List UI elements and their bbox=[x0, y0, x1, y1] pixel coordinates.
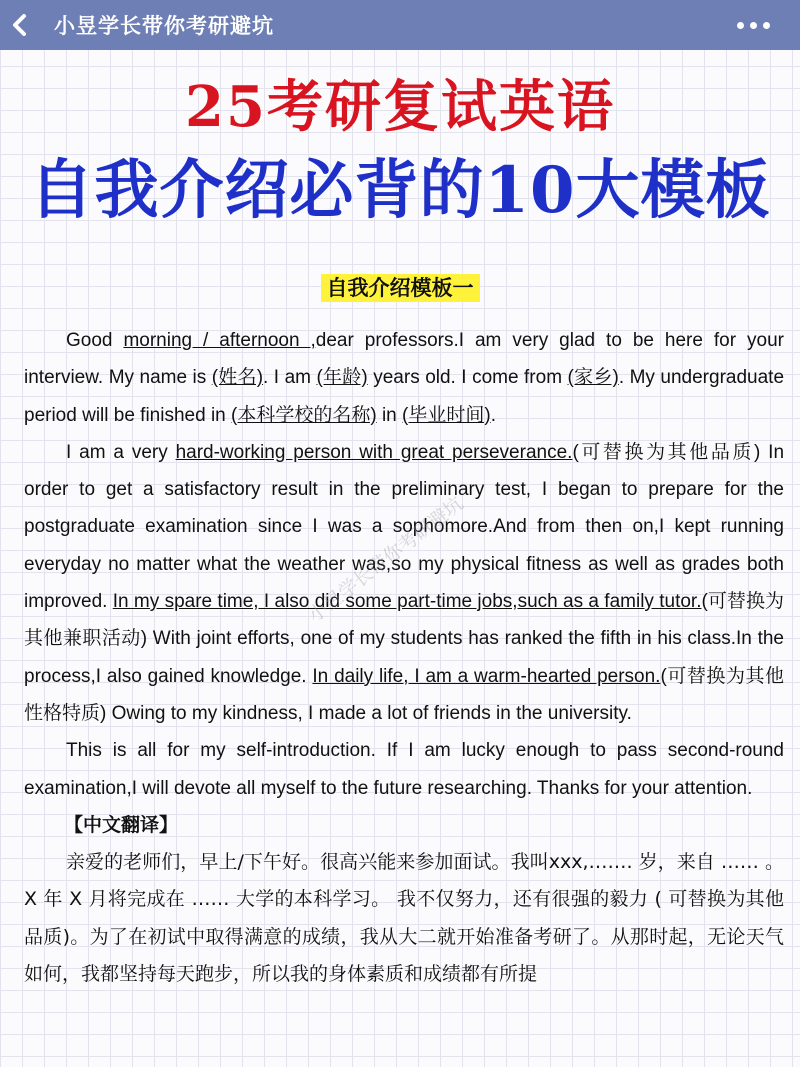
article-body bbox=[24, 322, 784, 993]
watermark: 小昱学长带你考研避坑 bbox=[304, 492, 468, 627]
text-run: Good bbox=[66, 330, 124, 351]
text-run: . I am bbox=[263, 367, 317, 389]
text-run: I am a very bbox=[66, 441, 176, 463]
template-heading-text: 自我介绍模板一 bbox=[321, 274, 480, 302]
text-run: . My undergraduate period will be finished in bbox=[24, 367, 785, 426]
text-run: years old. I come from bbox=[367, 367, 568, 389]
underlined-text: morning / afternoon , bbox=[123, 330, 316, 351]
text-run: (可替换为其他品质) In order to get a satisfactory result in the preliminary test, I began to prepare for the postgraduate examination since I was a sophomore.And from then on,I kept running everyday no matter what the weather was,so my physical fitness as well as grades both improved. bbox=[24, 441, 785, 613]
underlined-text: (姓名) bbox=[211, 367, 264, 389]
back-button[interactable] bbox=[0, 0, 40, 50]
page-title: 小昱学长带你考研避坑 bbox=[54, 15, 274, 38]
text-run: (可替换为其他性格特质) Owing to my kindness, I made a lot of friends in the university. bbox=[24, 665, 785, 724]
underlined-text: (家乡) bbox=[567, 367, 619, 389]
underlined-text: In daily life, I am a warm-hearted person. bbox=[312, 665, 661, 687]
text-run: (可替换为其他兼职活动) With joint efforts, one of my students has ranked the fifth in his class.In the process,I also gained knowledge. bbox=[24, 591, 785, 687]
more-dots-icon bbox=[737, 22, 744, 29]
more-button[interactable] bbox=[737, 0, 770, 50]
top-bar bbox=[0, 0, 800, 50]
translation-paragraph: 亲爱的老师们，早上/下午好。很高兴能来参加面试。我叫xxx,……. 岁，来自 …… 。X 年 X 月将完成在 …… 大学的本科学习。 我不仅努力，还有很强的毅力 ( 可替换为其他品质)。为了在初试中取得满意的成绩，我从大二就开始准备考研了。从那时起，无论天气如何，我都坚持每天跑步，所以我的身体素质和成绩都有所提 bbox=[24, 851, 784, 986]
underlined-text: In my spare time, I also did some part-time jobs,such as a family tutor. bbox=[112, 591, 702, 613]
paragraph-2 bbox=[24, 434, 784, 732]
underlined-text: (毕业时间) bbox=[402, 404, 491, 426]
translation-heading: 【中文翻译】 bbox=[64, 814, 179, 836]
underlined-text: (本科学校的名称) bbox=[231, 404, 377, 426]
template-heading bbox=[0, 272, 800, 304]
sub-title: 自我介绍必背的10大模板 bbox=[29, 153, 771, 228]
text-run: in bbox=[376, 404, 403, 426]
text-run: . bbox=[490, 404, 496, 426]
underlined-text: (年龄) bbox=[316, 367, 368, 389]
chevron-left-icon bbox=[11, 14, 29, 36]
main-title: 25考研复试英语 bbox=[185, 74, 615, 140]
paragraph-1 bbox=[24, 322, 784, 434]
paragraph-3: This is all for my self-introduction. If I am lucky enough to pass second-round examination,I will devote all myself to the future researching. Thanks for your attention. bbox=[24, 740, 784, 799]
text-run: dear professors.I am very glad to be here for your interview. My name is bbox=[24, 330, 784, 389]
underlined-text: hard-working person with great perseverance. bbox=[175, 441, 573, 463]
